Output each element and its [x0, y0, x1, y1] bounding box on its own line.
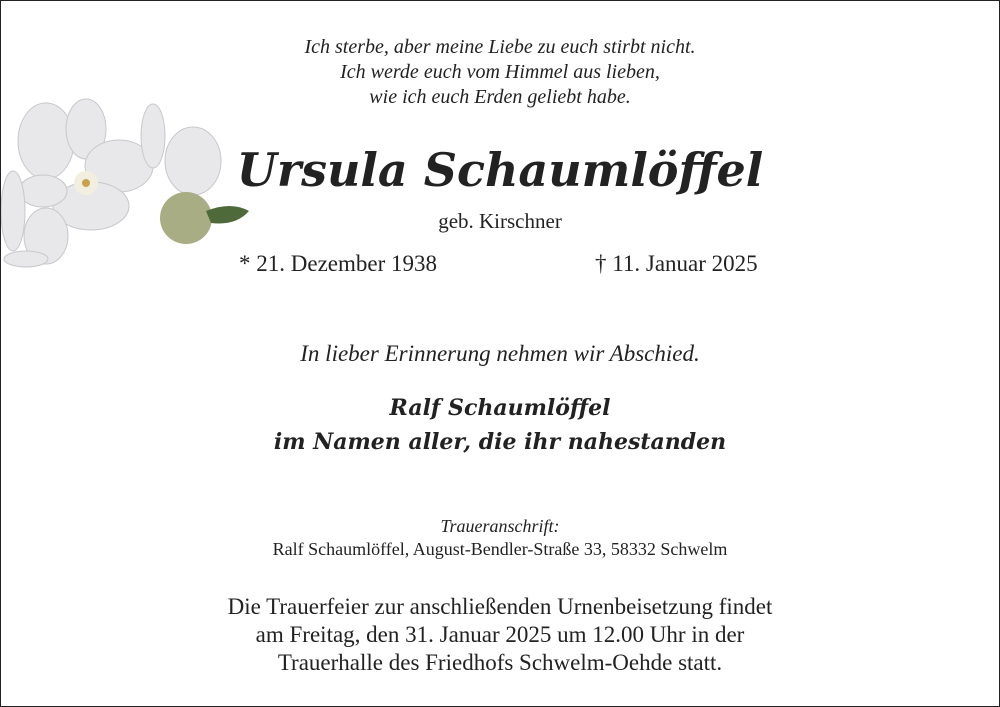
birth-name: geb. Kirschner: [438, 209, 562, 233]
ceremony-info: [1, 593, 999, 677]
ceremony-line: Trauerhalle des Friedhofs Schwelm-Oehde statt.: [277, 650, 723, 675]
birth-date: * 21. Dezember 1938: [239, 251, 437, 276]
ceremony-line: Die Trauerfeier zur anschließenden Urnenbeisetzung findet: [227, 594, 773, 619]
ceremony-line: am Freitag, den 31. Januar 2025 um 12.00 Uhr in der: [255, 622, 745, 647]
farewell-text: In lieber Erinnerung nehmen wir Abschied.: [300, 341, 700, 366]
signatory-note: im Namen aller, die ihr nahestanden: [273, 429, 727, 455]
address: Ralf Schaumlöffel, August-Bendler-Straße 33, 58332 Schwelm: [272, 539, 728, 559]
verse-line: wie ich euch Erden geliebt habe.: [369, 86, 631, 108]
verse: [1, 35, 999, 110]
verse-line: Ich sterbe, aber meine Liebe zu euch stirbt nicht.: [304, 36, 696, 58]
verse-line: Ich werde euch vom Himmel aus lieben,: [340, 61, 660, 83]
death-date: † 11. Januar 2025: [595, 251, 758, 276]
deceased-name: Ursula Schaumlöffel: [236, 143, 764, 197]
signatory: Ralf Schaumlöffel: [389, 395, 611, 421]
address-label: Traueranschrift:: [440, 516, 560, 536]
